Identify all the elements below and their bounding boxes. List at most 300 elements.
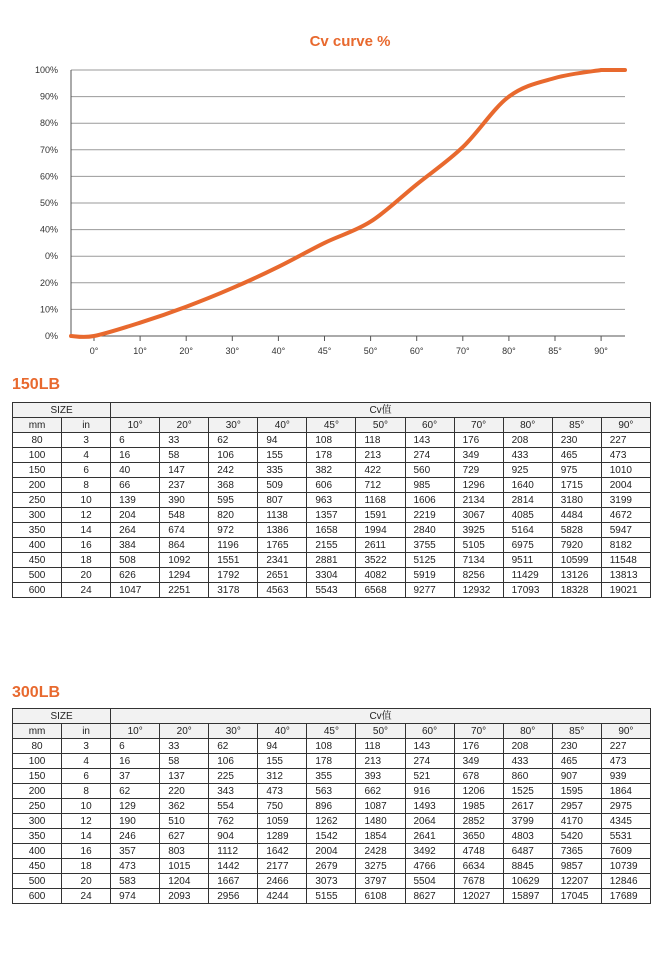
size-mm-cell: 450 (13, 553, 62, 568)
table-title-300lb: 300LB (12, 684, 61, 701)
cv-value-cell: 3755 (405, 538, 454, 553)
cv-value-cell: 1296 (454, 478, 503, 493)
cv-value-cell: 2219 (405, 508, 454, 523)
cv-value-cell: 1493 (405, 799, 454, 814)
cv-value-cell: 6 (111, 433, 160, 448)
cv-value-cell: 963 (307, 493, 356, 508)
cv-value-cell: 33 (160, 433, 209, 448)
cv-value-cell: 178 (307, 448, 356, 463)
cv-value-cell: 94 (258, 739, 307, 754)
cv-value-cell: 274 (405, 754, 454, 769)
cv-value-cell: 12846 (601, 874, 650, 889)
angle-header: 80° (503, 418, 552, 433)
cv-value-cell: 1854 (356, 829, 405, 844)
size-mm-cell: 300 (13, 508, 62, 523)
table-row (13, 784, 651, 799)
cv-value-cell: 390 (160, 493, 209, 508)
cv-value-cell: 357 (111, 844, 160, 859)
cv-value-cell: 264 (111, 523, 160, 538)
cv-value-cell: 2679 (307, 859, 356, 874)
cv-value-cell: 213 (356, 754, 405, 769)
table-row (13, 553, 651, 568)
cv-value-cell: 548 (160, 508, 209, 523)
angle-header: 40° (258, 418, 307, 433)
cv-value-cell: 242 (209, 463, 258, 478)
cv-value-cell: 510 (160, 814, 209, 829)
size-mm-cell: 500 (13, 568, 62, 583)
cv-value-cell: 7678 (454, 874, 503, 889)
angle-header: 60° (405, 724, 454, 739)
cv-value-cell: 974 (111, 889, 160, 904)
angle-header: 45° (307, 418, 356, 433)
angle-header: 50° (356, 724, 405, 739)
cv-value-cell: 246 (111, 829, 160, 844)
cv-value-cell: 8845 (503, 859, 552, 874)
angle-header: 85° (552, 724, 601, 739)
cv-value-cell: 204 (111, 508, 160, 523)
table-row (13, 769, 651, 784)
cv-value-cell: 1595 (552, 784, 601, 799)
cv-value-cell: 1386 (258, 523, 307, 538)
cv-value-cell: 4748 (454, 844, 503, 859)
cv-value-cell: 1792 (209, 568, 258, 583)
cv-value-cell: 2004 (307, 844, 356, 859)
cv-value-cell: 7920 (552, 538, 601, 553)
cv-value-cell: 662 (356, 784, 405, 799)
cv-value-cell: 972 (209, 523, 258, 538)
size-in-cell: 4 (62, 448, 111, 463)
cv-value-cell: 2840 (405, 523, 454, 538)
size-in-cell: 4 (62, 754, 111, 769)
cv-value-cell: 58 (160, 448, 209, 463)
cv-value-cell: 473 (601, 754, 650, 769)
cv-value-cell: 16 (111, 754, 160, 769)
table-row (13, 583, 651, 598)
cv-value-cell: 803 (160, 844, 209, 859)
size-mm-cell: 200 (13, 478, 62, 493)
cv-value-cell: 560 (405, 463, 454, 478)
cv-value-cell: 7134 (454, 553, 503, 568)
cv-value-cell: 2155 (307, 538, 356, 553)
cv-value-cell: 606 (307, 478, 356, 493)
cv-value-cell: 62 (209, 433, 258, 448)
cv-value-cell: 2134 (454, 493, 503, 508)
size-in-cell: 20 (62, 568, 111, 583)
cv-value-cell: 3925 (454, 523, 503, 538)
size-in-cell: 10 (62, 493, 111, 508)
cv-value-cell: 4082 (356, 568, 405, 583)
cv-value-cell: 712 (356, 478, 405, 493)
cv-value-cell: 975 (552, 463, 601, 478)
y-tick-label: 20% (39, 277, 58, 288)
cv-value-cell: 1640 (503, 478, 552, 493)
cv-value-cell: 2975 (601, 799, 650, 814)
x-tick-label: 20° (179, 346, 194, 356)
cv-value-cell: 433 (503, 448, 552, 463)
cv-value-cell: 583 (111, 874, 160, 889)
unit-in-header: in (62, 724, 111, 739)
cv-value-cell: 678 (454, 769, 503, 784)
cv-value-cell: 8182 (601, 538, 650, 553)
cv-value-cell: 143 (405, 433, 454, 448)
cv-value-cell: 147 (160, 463, 209, 478)
cv-value-cell: 563 (307, 784, 356, 799)
cv-value-cell: 393 (356, 769, 405, 784)
cv-value-cell: 335 (258, 463, 307, 478)
cv-value-cell: 1542 (307, 829, 356, 844)
cv-value-cell: 17093 (503, 583, 552, 598)
cv-value-cell: 208 (503, 433, 552, 448)
size-in-cell: 18 (62, 553, 111, 568)
angle-header: 70° (454, 724, 503, 739)
cv-value-cell: 473 (601, 448, 650, 463)
cv-value-cell: 3522 (356, 553, 405, 568)
size-mm-cell: 80 (13, 739, 62, 754)
cv-value-cell: 1010 (601, 463, 650, 478)
cv-value-cell: 2004 (601, 478, 650, 493)
cv-value-cell: 9857 (552, 859, 601, 874)
x-tick-label: 90° (594, 346, 608, 356)
cv-value-cell: 3304 (307, 568, 356, 583)
cv-value-cell: 9511 (503, 553, 552, 568)
cv-value-cell: 5504 (405, 874, 454, 889)
size-in-cell: 24 (62, 889, 111, 904)
cv-value-cell: 108 (307, 739, 356, 754)
cv-value-cell: 12027 (454, 889, 503, 904)
cv-value-cell: 106 (209, 754, 258, 769)
cv-value-cell: 6975 (503, 538, 552, 553)
cv-table-300lb (12, 708, 651, 904)
cv-value-cell: 58 (160, 754, 209, 769)
cv-value-cell: 1525 (503, 784, 552, 799)
cv-value-cell: 66 (111, 478, 160, 493)
cv-value-cell: 1015 (160, 859, 209, 874)
cv-value-cell: 2611 (356, 538, 405, 553)
cv-value-cell: 1591 (356, 508, 405, 523)
cv-value-cell: 4803 (503, 829, 552, 844)
cv-value-cell: 8627 (405, 889, 454, 904)
table-row (13, 568, 651, 583)
cv-value-cell: 4244 (258, 889, 307, 904)
cv-value-cell: 17689 (601, 889, 650, 904)
table-row (13, 739, 651, 754)
cv-value-cell: 1206 (454, 784, 503, 799)
cv-value-cell: 2251 (160, 583, 209, 598)
cv-value-cell: 33 (160, 739, 209, 754)
table-row (13, 478, 651, 493)
cv-value-cell: 6568 (356, 583, 405, 598)
cv-value-cell: 916 (405, 784, 454, 799)
cv-value-cell: 5919 (405, 568, 454, 583)
size-in-cell: 16 (62, 844, 111, 859)
cv-value-cell: 925 (503, 463, 552, 478)
cv-value-cell: 2177 (258, 859, 307, 874)
cv-value-cell: 4484 (552, 508, 601, 523)
table-row (13, 859, 651, 874)
cv-value-cell: 7609 (601, 844, 650, 859)
x-tick-label: 10° (133, 346, 147, 356)
cv-value-cell: 473 (111, 859, 160, 874)
cv-value-cell: 1442 (209, 859, 258, 874)
size-in-cell: 6 (62, 463, 111, 478)
cv-value-cell: 143 (405, 739, 454, 754)
cv-value-cell: 5420 (552, 829, 601, 844)
size-mm-cell: 80 (13, 433, 62, 448)
cv-value-cell: 176 (454, 433, 503, 448)
cv-value-cell: 1642 (258, 844, 307, 859)
angle-header: 90° (601, 724, 650, 739)
cv-value-cell: 1357 (307, 508, 356, 523)
cv-value-cell: 4563 (258, 583, 307, 598)
angle-header: 30° (209, 724, 258, 739)
cv-value-cell: 118 (356, 433, 405, 448)
cv-value-cell: 554 (209, 799, 258, 814)
cv-value-cell: 4085 (503, 508, 552, 523)
cv-value-cell: 227 (601, 433, 650, 448)
cv-value-cell: 1262 (307, 814, 356, 829)
cv-value-cell: 7365 (552, 844, 601, 859)
cv-value-cell: 433 (503, 754, 552, 769)
size-mm-cell: 350 (13, 829, 62, 844)
table-row (13, 463, 651, 478)
size-mm-cell: 300 (13, 814, 62, 829)
cv-value-cell: 1204 (160, 874, 209, 889)
y-tick-label: 0% (44, 331, 58, 341)
size-mm-cell: 250 (13, 493, 62, 508)
size-in-cell: 6 (62, 769, 111, 784)
x-tick-label: 70° (455, 346, 470, 356)
cv-value-cell: 118 (356, 739, 405, 754)
cv-value-cell: 1289 (258, 829, 307, 844)
cv-value-cell: 17045 (552, 889, 601, 904)
angle-header: 10° (111, 724, 160, 739)
size-mm-cell: 100 (13, 754, 62, 769)
size-in-cell: 14 (62, 829, 111, 844)
cv-value-cell: 1112 (209, 844, 258, 859)
cv-value-cell: 10599 (552, 553, 601, 568)
cv-value-cell: 362 (160, 799, 209, 814)
angle-header: 80° (503, 724, 552, 739)
cv-value-cell: 5531 (601, 829, 650, 844)
size-mm-cell: 150 (13, 463, 62, 478)
size-in-cell: 8 (62, 784, 111, 799)
cv-value-cell: 473 (258, 784, 307, 799)
cv-value-cell: 12932 (454, 583, 503, 598)
cv-value-cell: 2093 (160, 889, 209, 904)
cv-value-cell: 1551 (209, 553, 258, 568)
x-tick-label: 50° (363, 346, 378, 356)
cv-value-cell: 3067 (454, 508, 503, 523)
cv-value-cell: 10629 (503, 874, 552, 889)
size-mm-cell: 600 (13, 889, 62, 904)
size-in-cell: 14 (62, 523, 111, 538)
size-in-cell: 18 (62, 859, 111, 874)
cv-value-cell: 225 (209, 769, 258, 784)
angle-header: 90° (601, 418, 650, 433)
x-tick-label: 0° (89, 346, 99, 356)
cv-value-cell: 626 (111, 568, 160, 583)
y-tick-label: 50% (39, 198, 58, 208)
cv-value-cell: 1092 (160, 553, 209, 568)
cv-value-cell: 1087 (356, 799, 405, 814)
cv-value-cell: 1196 (209, 538, 258, 553)
cv-value-cell: 2466 (258, 874, 307, 889)
cv-value-cell: 15897 (503, 889, 552, 904)
cv-value-cell: 2651 (258, 568, 307, 583)
cv-value-cell: 896 (307, 799, 356, 814)
cv-value-cell: 19021 (601, 583, 650, 598)
size-in-cell: 3 (62, 739, 111, 754)
cv-value-cell: 939 (601, 769, 650, 784)
size-mm-cell: 150 (13, 769, 62, 784)
cv-value-cell: 12207 (552, 874, 601, 889)
cv-value-cell: 627 (160, 829, 209, 844)
x-tick-label: 80° (502, 346, 516, 356)
unit-mm-header: mm (13, 418, 62, 433)
cv-value-cell: 5828 (552, 523, 601, 538)
size-mm-cell: 500 (13, 874, 62, 889)
cv-value-cell: 208 (503, 739, 552, 754)
cv-value-cell: 139 (111, 493, 160, 508)
cv-value-cell: 3073 (307, 874, 356, 889)
cv-value-cell: 1047 (111, 583, 160, 598)
cv-value-cell: 1059 (258, 814, 307, 829)
cv-value-cell: 11548 (601, 553, 650, 568)
x-tick-label: 85° (548, 346, 562, 356)
cv-value-cell: 1294 (160, 568, 209, 583)
cv-value-cell: 137 (160, 769, 209, 784)
cv-value-cell: 2881 (307, 553, 356, 568)
cv-value-cell: 807 (258, 493, 307, 508)
cv-value-cell: 220 (160, 784, 209, 799)
cv-value-cell: 2064 (405, 814, 454, 829)
cv-value-cell: 864 (160, 538, 209, 553)
size-mm-cell: 200 (13, 784, 62, 799)
cv-value-cell: 343 (209, 784, 258, 799)
table-title-150lb: 150LB (12, 376, 61, 393)
cv-value-cell: 904 (209, 829, 258, 844)
chart-title: Cv curve % (309, 33, 391, 50)
cv-value-cell: 13126 (552, 568, 601, 583)
cv-value-cell: 750 (258, 799, 307, 814)
cv-value-cell: 94 (258, 433, 307, 448)
cv-value-cell: 1480 (356, 814, 405, 829)
cv-value-cell: 13813 (601, 568, 650, 583)
cv-value-cell: 4345 (601, 814, 650, 829)
size-in-cell: 3 (62, 433, 111, 448)
cv-value-cell: 18328 (552, 583, 601, 598)
cv-value-cell: 1864 (601, 784, 650, 799)
cv-value-cell: 237 (160, 478, 209, 493)
y-tick-label: 0% (44, 251, 58, 262)
cv-value-cell: 6108 (356, 889, 405, 904)
cv-value-cell: 40 (111, 463, 160, 478)
cv-value-cell: 2852 (454, 814, 503, 829)
cv-value-cell: 2956 (209, 889, 258, 904)
cv-table-150lb (12, 402, 651, 598)
y-axis-ticks (35, 65, 58, 341)
cv-value-cell: 1994 (356, 523, 405, 538)
table-row (13, 829, 651, 844)
cv-value-cell: 6 (111, 739, 160, 754)
cv-value-cell: 129 (111, 799, 160, 814)
angle-header: 10° (111, 418, 160, 433)
cv-value-cell: 176 (454, 739, 503, 754)
cv-value-cell: 2341 (258, 553, 307, 568)
size-mm-cell: 400 (13, 844, 62, 859)
cv-value-cell: 6487 (503, 844, 552, 859)
table-row (13, 523, 651, 538)
cv-value-cell: 2617 (503, 799, 552, 814)
cv-value-cell: 1138 (258, 508, 307, 523)
cv-value-cell: 860 (503, 769, 552, 784)
chart-grid (71, 70, 625, 336)
size-mm-cell: 250 (13, 799, 62, 814)
table-row (13, 814, 651, 829)
cv-value-cell: 1985 (454, 799, 503, 814)
cv-value-cell: 227 (601, 739, 650, 754)
cv-value-cell: 465 (552, 448, 601, 463)
table-row (13, 889, 651, 904)
cv-value-cell: 155 (258, 448, 307, 463)
cv-value-cell: 508 (111, 553, 160, 568)
cv-value-cell: 2814 (503, 493, 552, 508)
angle-header: 85° (552, 418, 601, 433)
cv-value-cell: 3492 (405, 844, 454, 859)
x-tick-label: 40° (271, 346, 286, 356)
y-tick-label: 60% (39, 171, 58, 182)
size-in-cell: 8 (62, 478, 111, 493)
cv-value-cell: 907 (552, 769, 601, 784)
cv-value-cell: 106 (209, 448, 258, 463)
cv-value-cell: 2428 (356, 844, 405, 859)
cv-value-cell: 382 (307, 463, 356, 478)
y-tick-label: 70% (39, 144, 58, 155)
size-in-cell: 10 (62, 799, 111, 814)
size-mm-cell: 450 (13, 859, 62, 874)
angle-header: 40° (258, 724, 307, 739)
size-in-cell: 20 (62, 874, 111, 889)
x-axis-ticks (90, 336, 609, 356)
cv-value-cell: 3180 (552, 493, 601, 508)
cv-value-cell: 3275 (356, 859, 405, 874)
cv-value-cell: 5164 (503, 523, 552, 538)
table-row (13, 844, 651, 859)
table-row (13, 433, 651, 448)
cv-header: Cv值 (111, 709, 651, 724)
cv-value-cell: 11429 (503, 568, 552, 583)
size-mm-cell: 600 (13, 583, 62, 598)
angle-header: 20° (160, 418, 209, 433)
cv-value-cell: 9277 (405, 583, 454, 598)
y-tick-label: 80% (39, 118, 58, 129)
cv-value-cell: 349 (454, 448, 503, 463)
cv-value-cell: 4170 (552, 814, 601, 829)
size-mm-cell: 350 (13, 523, 62, 538)
size-in-cell: 16 (62, 538, 111, 553)
cv-value-cell: 230 (552, 739, 601, 754)
cv-value-cell: 62 (209, 739, 258, 754)
y-tick-label: 100% (34, 65, 58, 75)
cv-value-cell: 155 (258, 754, 307, 769)
cv-value-cell: 37 (111, 769, 160, 784)
table-row (13, 754, 651, 769)
cv-value-cell: 3799 (503, 814, 552, 829)
cv-value-cell: 8256 (454, 568, 503, 583)
cv-value-cell: 5155 (307, 889, 356, 904)
y-tick-label: 10% (39, 304, 58, 315)
angle-header: 20° (160, 724, 209, 739)
